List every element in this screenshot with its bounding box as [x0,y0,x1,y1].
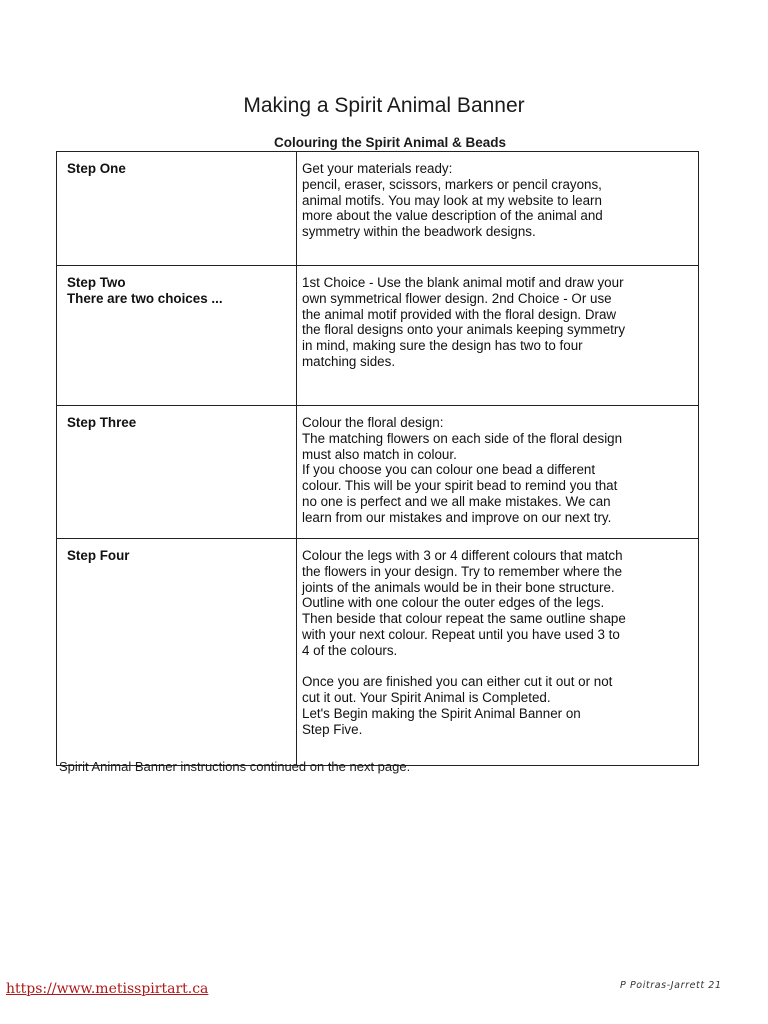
author-signature: P Poitras-Jarrett 21 [620,980,722,991]
step-name-line: Step Three [67,415,137,430]
step-description-line: Get your materials ready: [302,161,453,176]
step-description-line: matching sides. [302,353,396,369]
step-description-line: Colour the floral design: [302,415,444,430]
continued-note: Spirit Animal Banner instructions continued on the next page. [59,759,411,774]
step-description-line: animal motifs. You may look at my website to learn [302,192,602,208]
step-name-line: Step Two [67,275,126,290]
step-description-line: own symmetrical flower design. 2nd Choice - Or use [302,290,612,306]
step-name-cell [57,266,297,406]
table-row [57,406,699,539]
step-description-line: must also match in colour. [302,446,457,462]
step-description-line: colour. This will be your spirit bead to remind you that [302,478,618,494]
step-description-line: the floral designs onto your animals keeping symmetry [302,322,626,338]
step-description-line: symmetry within the beadwork designs. [302,224,536,240]
step-name-line: Step Four [67,548,130,563]
step-description-line: learn from our mistakes and improve on our next try. [302,509,612,525]
step-description-cell [297,406,699,539]
step-description-line: 4 of the colours. [302,642,398,658]
document-subtitle: Colouring the Spirit Animal & Beads [273,135,507,150]
step-description-line: 1st Choice - Use the blank animal motif and draw your [302,275,624,290]
step-description-line: no one is perfect and we all make mistakes. We can [302,493,611,509]
step-description-line: The matching flowers on each side of the floral design [302,430,623,446]
step-name-line: Step One [67,161,126,176]
paragraph-gap [302,659,692,675]
step-description-line: in mind, making sure the design has two to four [302,338,583,354]
step-description-cell [297,266,699,406]
step-name-cell [57,152,297,266]
step-description-line: the animal motif provided with the floral design. Draw [302,306,617,322]
step-description-line: pencil, eraser, scissors, markers or pencil crayons, [302,176,602,192]
step-description-line: Step Five. [302,721,363,737]
step-description-line: the flowers in your design. Try to remember where the [302,563,623,579]
website-link[interactable]: https://www.metisspirtart.ca [6,981,209,997]
step-description-line: Let's Begin making the Spirit Animal Banner on [302,705,581,721]
step-name-cell [57,406,297,539]
step-description-line: Outline with one colour the outer edges of the legs. [302,595,605,611]
step-description-line: If you choose you can colour one bead a different [302,462,596,478]
document-title: Making a Spirit Animal Banner [243,94,525,117]
table-row [57,152,699,266]
step-name-line: There are two choices ... [67,290,223,306]
steps-table [56,151,699,766]
step-description-cell [297,539,699,766]
step-description-line: Colour the legs with 3 or 4 different colours that match [302,548,623,563]
table-row [57,539,699,766]
table-row [57,266,699,406]
step-description-line: joints of the animals would be in their bone structure. [302,579,615,595]
step-description-line: Once you are finished you can either cut it out or not [302,674,613,690]
step-description-cell [297,152,699,266]
step-description-line: cut it out. Your Spirit Animal is Completed. [302,690,551,706]
step-description-line: Then beside that colour repeat the same outline shape [302,611,626,627]
step-description-line: with your next colour. Repeat until you have used 3 to [302,626,620,642]
step-description-line: more about the value description of the animal and [302,208,603,224]
step-name-cell [57,539,297,766]
